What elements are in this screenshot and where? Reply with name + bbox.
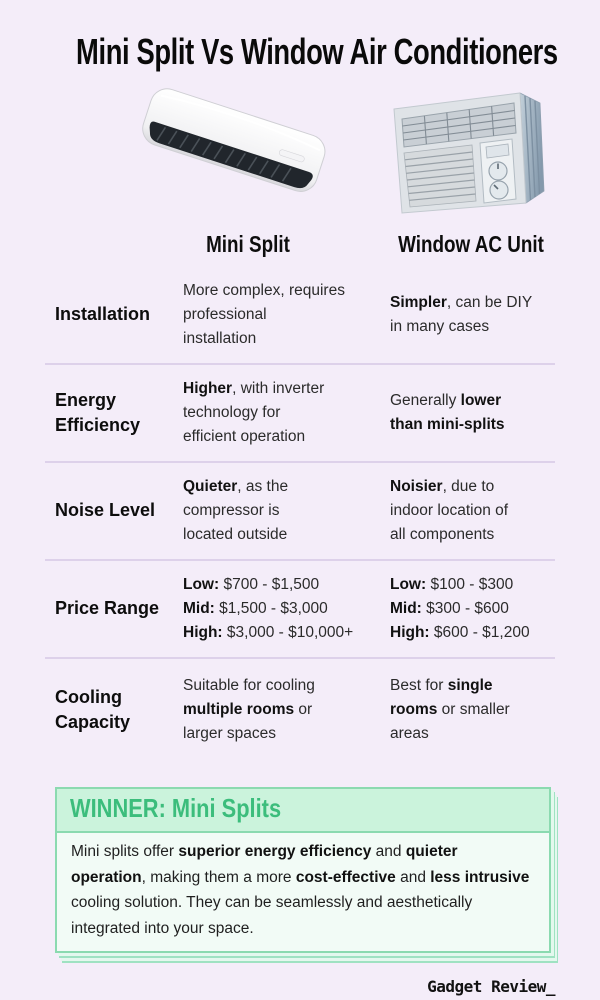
footer (0, 977, 600, 997)
mini-split-cell: Suitable for cooling multiple rooms or larger spaces (183, 676, 315, 742)
winner-header (57, 789, 549, 833)
gadget-review-logo: Gadget Review_ (427, 976, 555, 996)
row-label: Price Range (55, 598, 160, 619)
comparison-table (45, 267, 555, 761)
row-label: Installation (55, 304, 151, 325)
product-images-row (0, 73, 600, 229)
window-ac-cell: Best for single rooms or smaller areas (390, 676, 510, 742)
mini-split-image (126, 87, 338, 226)
page-title: Mini Split Vs Window Air Conditioners (76, 31, 558, 72)
row-label: Noise Level (55, 500, 156, 521)
mini-split-cell: More complex, requires professional installation (183, 281, 345, 347)
window-ac-cell: Simpler, can be DIY in many cases (390, 293, 533, 335)
table-row-cooling-capacity (45, 659, 555, 761)
winner-box (55, 787, 551, 953)
mini-split-cell: Higher, with inverter technology for efficient operation (183, 379, 325, 445)
table-row-energy-efficiency (45, 365, 555, 463)
table-row-price-range (45, 561, 555, 659)
window-ac-cell: Noisier, due to indoor location of all components (390, 477, 509, 543)
column-header-mini-split: Mini Split (206, 231, 290, 257)
window-ac-cell: Low: $100 - $300 Mid: $300 - $600 High: $600 - $1,200 (390, 575, 530, 641)
window-ac-image (380, 75, 562, 230)
table-row-noise-level (45, 463, 555, 561)
column-header-window-ac: Window AC Unit (398, 231, 544, 257)
winner-title: WINNER: Mini Splits (70, 793, 282, 823)
row-label: Energy Efficiency (55, 389, 141, 435)
mini-split-cell: Low: $700 - $1,500 Mid: $1,500 - $3,000 High: $3,000 - $10,000+ (183, 575, 354, 641)
table-row-installation (45, 267, 555, 365)
row-label: Cooling Capacity (55, 686, 131, 732)
window-ac-cell: Generally lower than mini-splits (390, 391, 505, 433)
mini-split-cell: Quieter, as the compressor is located outside (183, 477, 289, 543)
winner-description: Mini splits offer superior energy efficiency and quieter operation, making them a more cost-effective and less intrusive cooling solution. They can be seamlessly and aesthetically integrated into your space. (71, 843, 530, 938)
column-headers (0, 229, 600, 263)
